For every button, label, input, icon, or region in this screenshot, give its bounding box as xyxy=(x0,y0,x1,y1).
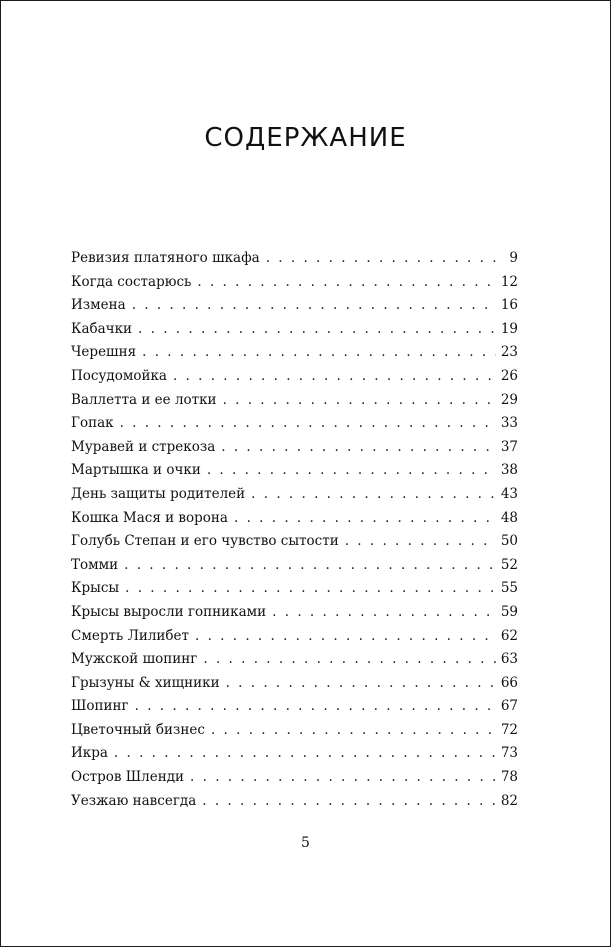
toc-entry-title: Когда состарюсь xyxy=(71,273,192,290)
toc-entry xyxy=(71,321,518,345)
dot-leader xyxy=(345,533,496,549)
toc-entry-title: Мужской шопинг xyxy=(71,651,198,668)
toc-entry-page: 82 xyxy=(500,792,518,809)
dot-leader xyxy=(226,675,496,691)
toc-entry xyxy=(71,462,518,486)
toc-entry xyxy=(71,250,518,274)
toc-entry-title: Гопак xyxy=(71,415,114,432)
dot-leader xyxy=(197,274,496,290)
toc-entry-title: Черешня xyxy=(71,344,137,361)
toc-entry-title: Голубь Степан и его чувство сытости xyxy=(71,533,339,550)
dot-leader xyxy=(173,368,496,384)
toc-entry-page: 33 xyxy=(500,415,518,432)
toc-entry xyxy=(71,368,518,392)
toc-entry-title: Шопинг xyxy=(71,698,129,715)
toc-entry-title: Цветочный бизнес xyxy=(71,721,205,738)
toc-entry-title: Икра xyxy=(71,745,108,762)
toc-entry-page: 63 xyxy=(500,651,518,668)
toc-entry xyxy=(71,533,518,557)
toc-entry-title: Крысы xyxy=(71,580,120,597)
toc-entry xyxy=(71,274,518,298)
toc-entry-page: 78 xyxy=(500,769,518,786)
toc-entry-page: 67 xyxy=(500,698,518,715)
toc-entry-page: 16 xyxy=(500,297,518,314)
toc-entry xyxy=(71,698,518,722)
toc-entry xyxy=(71,557,518,581)
toc-entry xyxy=(71,510,518,534)
toc-entry-title: Валлетта и ее лотки xyxy=(71,391,217,408)
toc-entry-title: Томми xyxy=(71,556,119,573)
toc-entry-title: Грызуны & хищники xyxy=(71,674,220,691)
toc-entry xyxy=(71,675,518,699)
toc-entry xyxy=(71,486,518,510)
toc-entry xyxy=(71,392,518,416)
dot-leader xyxy=(142,344,496,360)
toc-entry-page: 55 xyxy=(500,580,518,597)
toc-entry xyxy=(71,415,518,439)
toc-entry-page: 66 xyxy=(500,674,518,691)
page-title: СОДЕРЖАНИЕ xyxy=(204,123,407,153)
table-of-contents xyxy=(71,250,518,816)
toc-entry-title: Измена xyxy=(71,297,126,314)
toc-entry-page: 72 xyxy=(500,721,518,738)
toc-entry-page: 62 xyxy=(500,627,518,644)
toc-entry xyxy=(71,722,518,746)
dot-leader xyxy=(202,793,496,809)
toc-entry-page: 73 xyxy=(500,745,518,762)
toc-entry-page: 50 xyxy=(500,533,518,550)
toc-entry-page: 23 xyxy=(500,344,518,361)
toc-entry xyxy=(71,297,518,321)
toc-entry-title: Муравей и стрекоза xyxy=(71,438,216,455)
toc-entry-title: Ревизия платяного шкафа xyxy=(71,250,260,266)
toc-entry xyxy=(71,745,518,769)
toc-entry-title: Крысы выросли гопниками xyxy=(71,603,267,620)
dot-leader xyxy=(221,439,496,455)
toc-entry-page: 19 xyxy=(500,320,518,337)
toc-entry xyxy=(71,580,518,604)
toc-entry xyxy=(71,651,518,675)
dot-leader xyxy=(138,321,496,337)
toc-entry-page: 48 xyxy=(500,509,518,526)
dot-leader xyxy=(114,745,496,761)
toc-entry-page: 12 xyxy=(500,273,518,290)
dot-leader xyxy=(203,651,496,667)
toc-entry xyxy=(71,439,518,463)
toc-entry-page: 29 xyxy=(500,391,518,408)
toc-entry-title: Кабачки xyxy=(71,320,133,337)
toc-entry-page: 52 xyxy=(500,556,518,573)
toc-entry-title: День защиты родителей xyxy=(71,485,246,502)
dot-leader xyxy=(135,698,496,714)
toc-entry-title: Уезжаю навсегда xyxy=(71,792,197,809)
dot-leader xyxy=(190,769,496,785)
dot-leader xyxy=(120,415,496,431)
toc-entry-page: 43 xyxy=(500,485,518,502)
dot-leader xyxy=(207,462,496,478)
toc-entry xyxy=(71,344,518,368)
toc-entry xyxy=(71,604,518,628)
toc-entry-title: Остров Шленди xyxy=(71,769,185,786)
toc-entry-page: 38 xyxy=(500,462,518,479)
toc-entry-title: Мартышка и очки xyxy=(71,462,201,479)
page-number: 5 xyxy=(301,835,310,851)
toc-entry-title: Смерть Лилибет xyxy=(71,627,189,644)
toc-entry-title: Посудомойка xyxy=(71,367,167,384)
dot-leader xyxy=(234,510,496,526)
toc-entry-page: 9 xyxy=(509,250,518,266)
toc-entry-title: Кошка Мася и ворона xyxy=(71,509,228,526)
toc-entry xyxy=(71,793,518,817)
dot-leader xyxy=(223,392,496,408)
toc-entry-page: 37 xyxy=(500,438,518,455)
dot-leader xyxy=(195,628,496,644)
dot-leader xyxy=(272,604,496,620)
dot-leader xyxy=(251,486,496,502)
dot-leader xyxy=(211,722,496,738)
dot-leader xyxy=(266,250,496,266)
toc-entry xyxy=(71,628,518,652)
dot-leader xyxy=(132,297,496,313)
toc-entry-page: 26 xyxy=(500,367,518,384)
toc-entry xyxy=(71,769,518,793)
dot-leader xyxy=(124,557,496,573)
dot-leader xyxy=(125,580,496,596)
toc-entry-page: 59 xyxy=(500,603,518,620)
